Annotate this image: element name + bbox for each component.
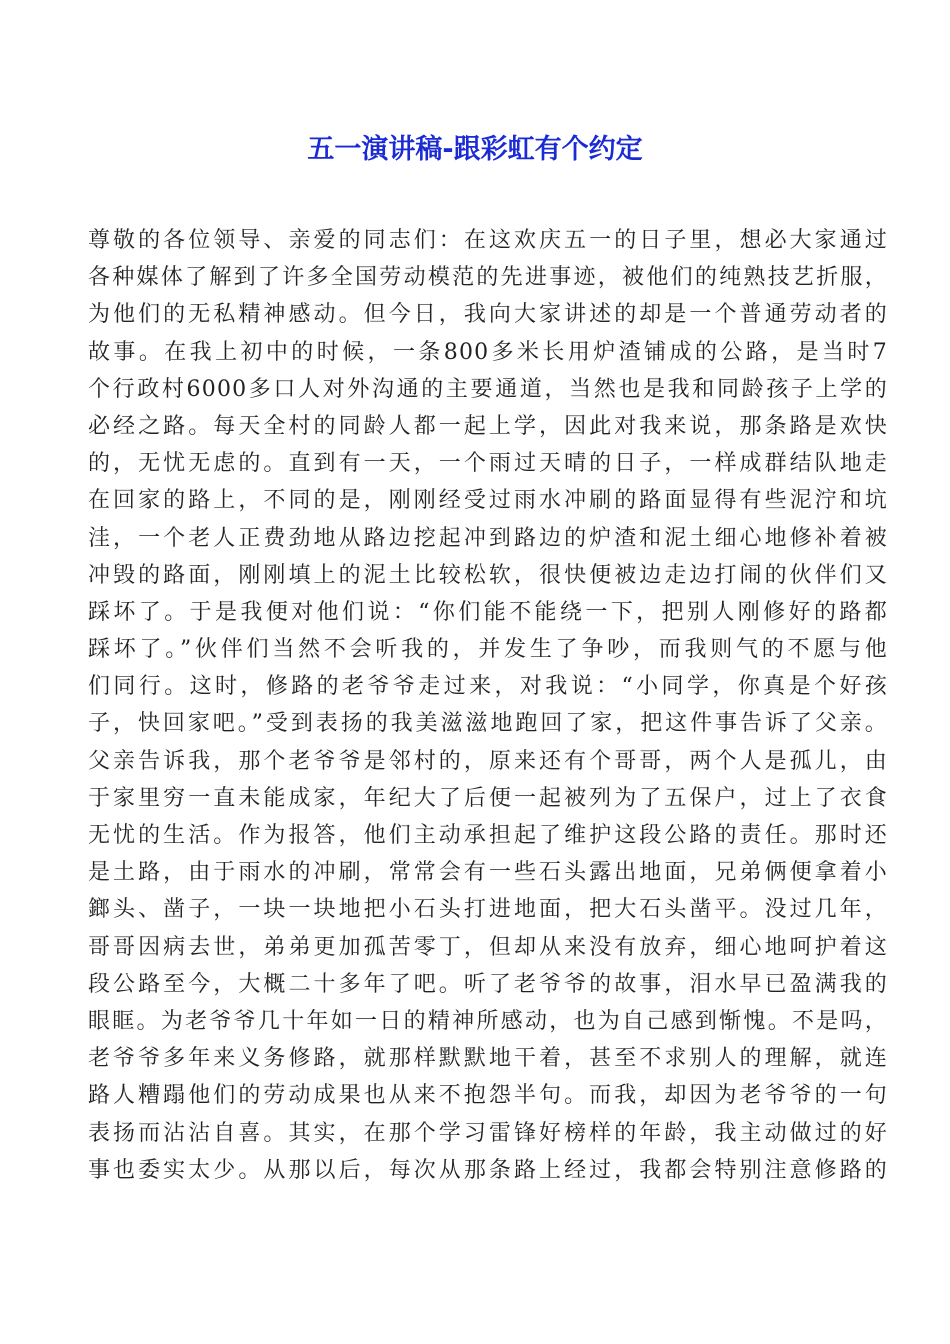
text-line: 踩坏了。”伙伴们当然不会听我的，并发生了争吵，而我则气的不愿与他 bbox=[88, 637, 888, 663]
document-title: 五一演讲稿-跟彩虹有个约定 bbox=[307, 134, 643, 165]
text-line: 于家里穷一直未能成家，年纪大了后便一起被列为了五保户，过上了衣食 bbox=[88, 785, 888, 811]
text-line: 冲毁的路面，刚刚填上的泥土比较松软，很快便被边走边打闹的伙伴们又 bbox=[88, 562, 888, 588]
text-line: 在回家的路上，不同的是，刚刚经受过雨水冲刷的路面显得有些泥泞和坑 bbox=[88, 488, 888, 514]
text-line: 鎯头、凿子，一块一块地把小石头打进地面，把大石头凿平。没过几年， bbox=[88, 897, 888, 923]
text-line: 眼眶。为老爷爷几十年如一日的精神所感动，也为自己感到惭愧。不是吗， bbox=[88, 1008, 888, 1034]
text-line: 事也委实太少。从那以后，每次从那条路上经过，我都会特别注意修路的 bbox=[88, 1157, 888, 1183]
text-line: 子，快回家吧。”受到表扬的我美滋滋地跑回了家，把这件事告诉了父亲。 bbox=[88, 711, 888, 737]
text-line: 无忧的生活。作为报答，他们主动承担起了维护这段公路的责任。那时还 bbox=[88, 823, 888, 848]
text-line: 个行政村6000多口人对外沟通的主要通道，当然也是我和同龄孩子上学的 bbox=[88, 376, 888, 402]
text-line: 各种媒体了解到了许多全国劳动模范的先进事迹，被他们的纯熟技艺折服， bbox=[88, 265, 888, 291]
text-line: 老爷爷多年来义务修路，就那样默默地干着，甚至不求别人的理解，就连 bbox=[88, 1046, 888, 1072]
text-line: 必经之路。每天全村的同龄人都一起上学，因此对我来说，那条路是欢快 bbox=[88, 413, 888, 439]
text-line: 尊敬的各位领导、亲爱的同志们：在这欢庆五一的日子里，想必大家通过 bbox=[88, 228, 888, 253]
text-line: 的，无忧无虑的。直到有一天，一个雨过天晴的日子，一样成群结队地走 bbox=[88, 451, 888, 477]
text-line: 段公路至今，大概二十多年了吧。听了老爷爷的故事，泪水早已盈满我的 bbox=[88, 971, 888, 997]
text-line: 故事。在我上初中的时候，一条800多米长用炉渣铺成的公路，是当时7 bbox=[88, 339, 888, 365]
text-line: 哥哥因病去世，弟弟更加孤苦零丁，但却从来没有放弃，细心地呵护着这 bbox=[88, 934, 888, 960]
text-line: 为他们的无私精神感动。但今日，我向大家讲述的却是一个普通劳动者的 bbox=[88, 302, 888, 328]
text-line: 踩坏了。于是我便对他们说：“你们能不能绕一下，把别人刚修好的路都 bbox=[88, 599, 888, 625]
text-line: 父亲告诉我，那个老爷爷是邻村的，原来还有个哥哥，两个人是孤儿，由 bbox=[88, 748, 888, 774]
text-line: 表扬而沾沾自喜。其实，在那个学习雷锋好榜样的年龄，我主动做过的好 bbox=[88, 1120, 888, 1146]
text-line: 路人糟蹋他们的劳动成果也从来不抱怨半句。而我，却因为老爷爷的一句 bbox=[88, 1083, 888, 1109]
document-body bbox=[88, 222, 888, 1189]
text-line: 是土路，由于雨水的冲刷，常常会有一些石头露出地面，兄弟俩便拿着小 bbox=[88, 860, 888, 886]
text-line: 洼，一个老人正费劲地从路边挖起冲到路边的炉渣和泥土细心地修补着被 bbox=[88, 525, 888, 551]
text-line: 们同行。这时，修路的老爷爷走过来，对我说：“小同学，你真是个好孩 bbox=[88, 674, 888, 700]
